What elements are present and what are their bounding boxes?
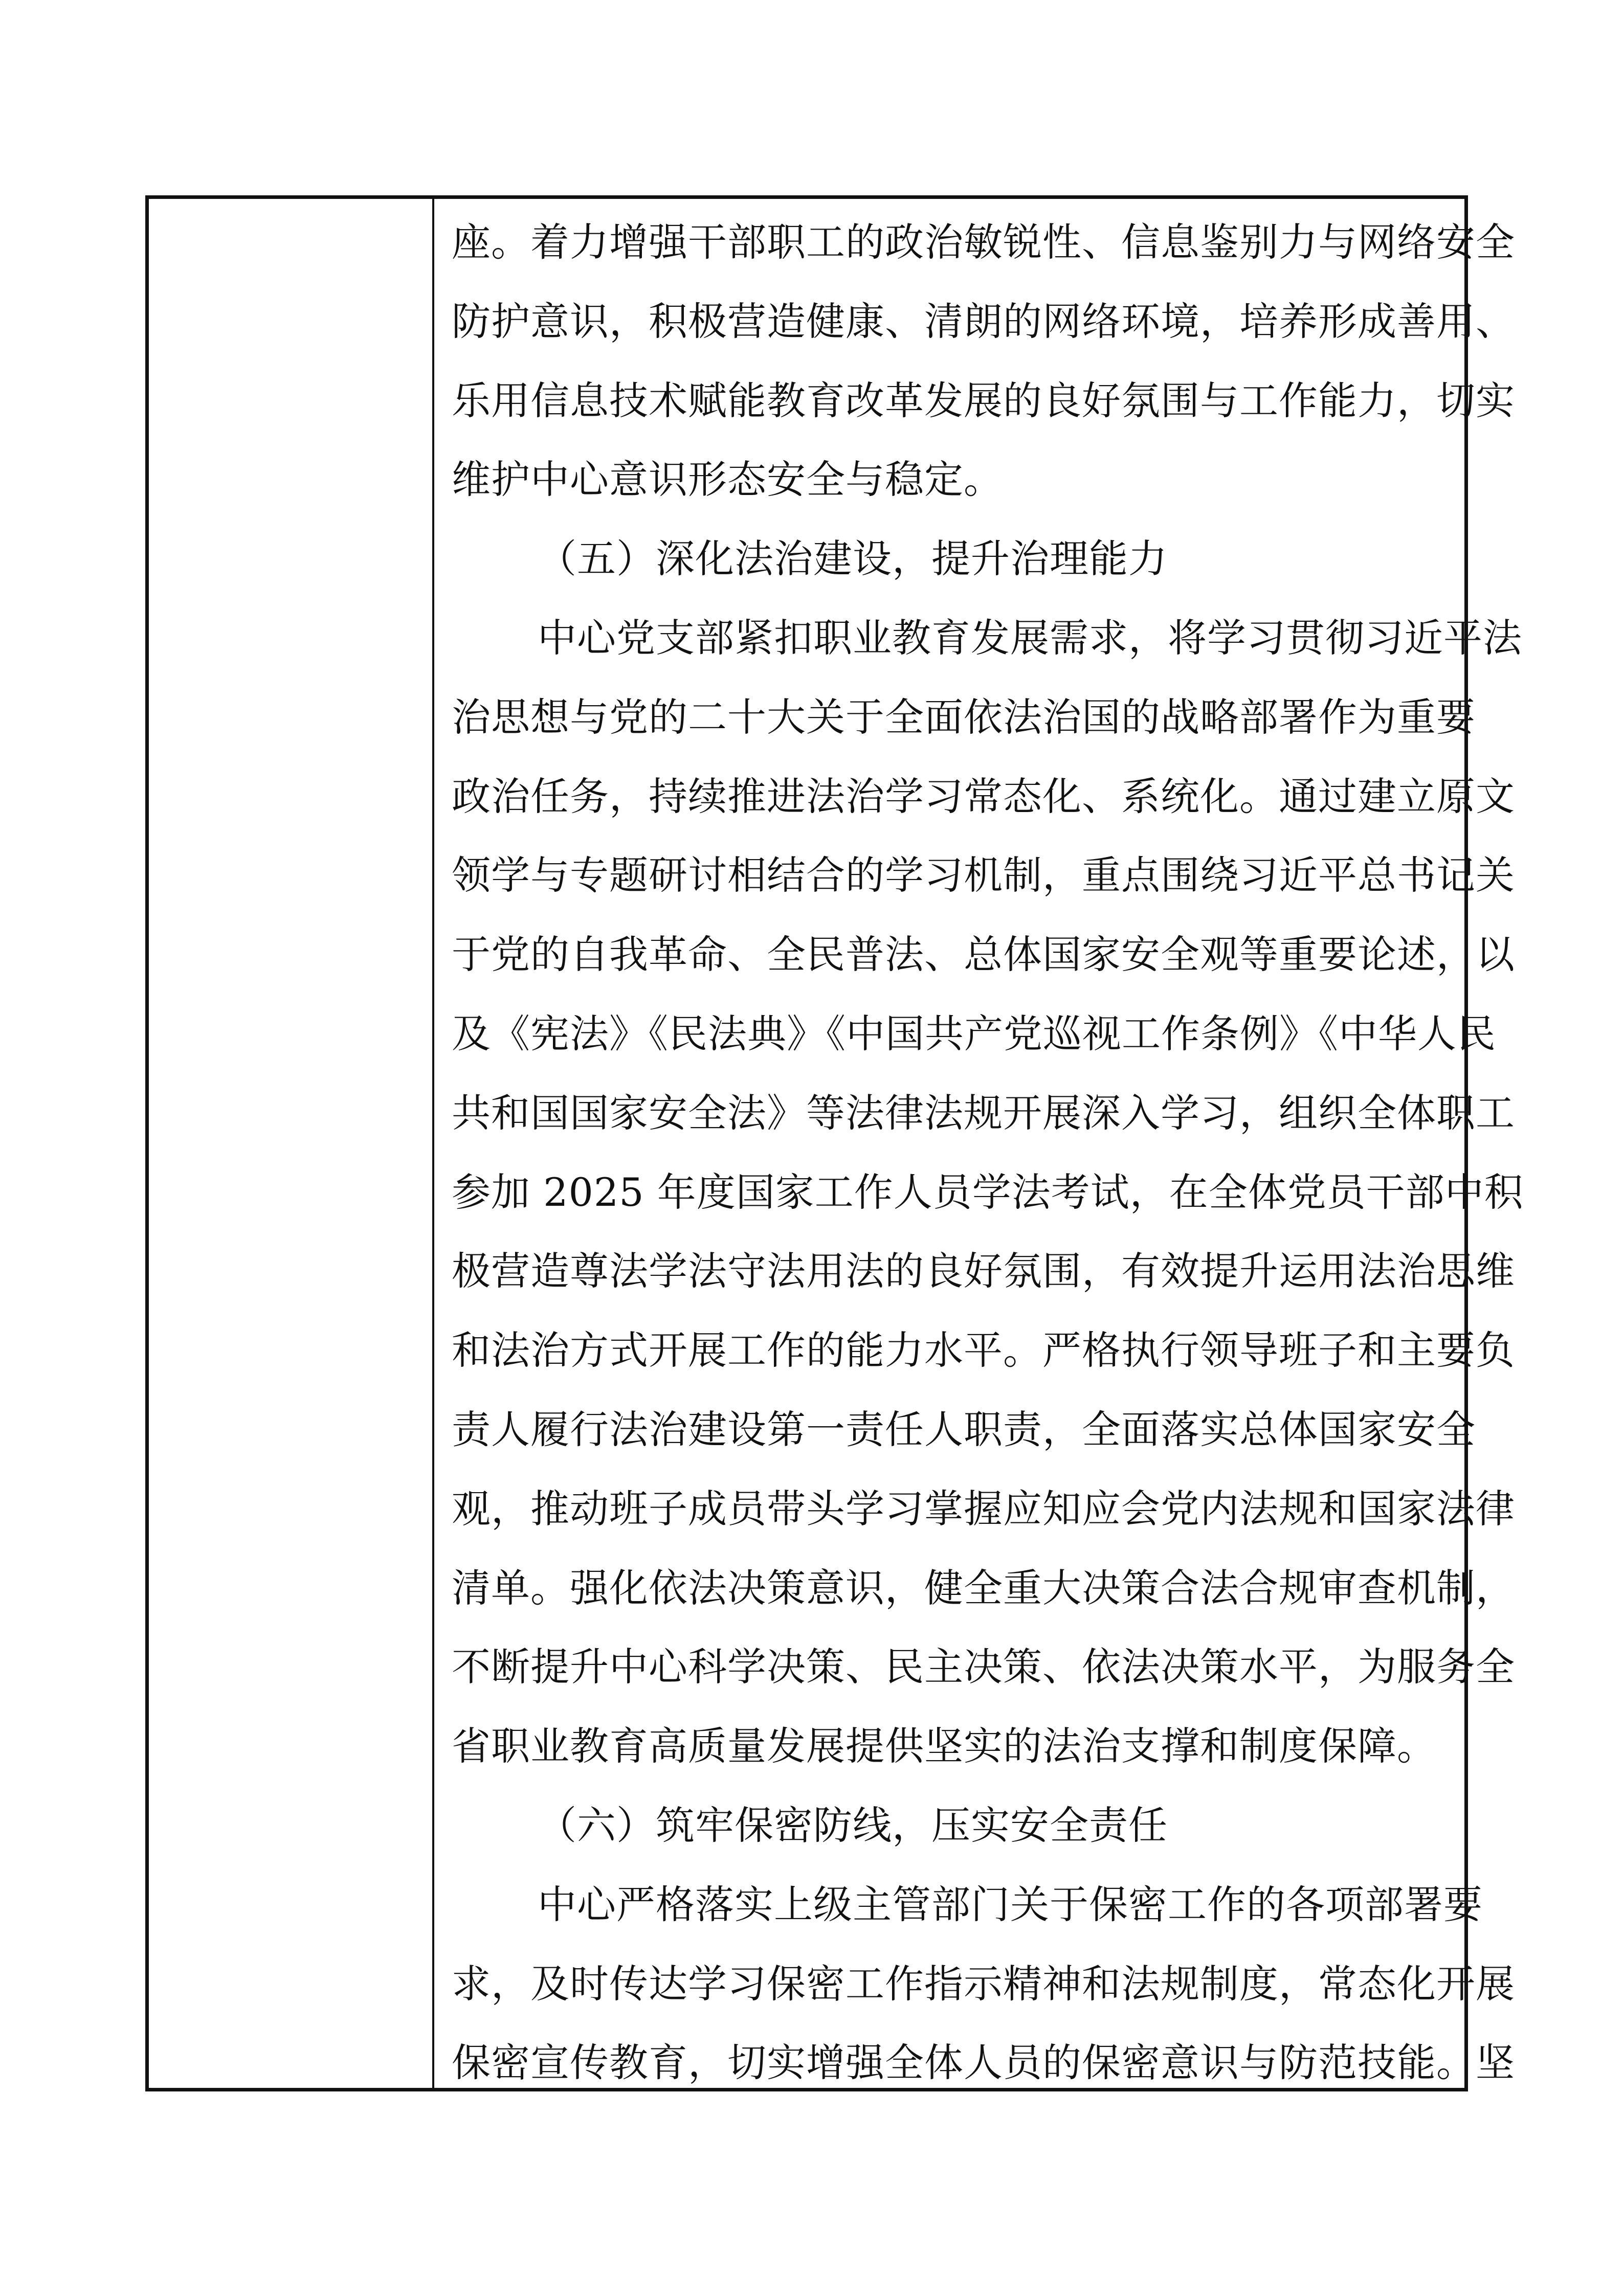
paragraph-line: 维护中心意识形态安全与稳定。 [452, 457, 1003, 502]
paragraph-line: 省职业教育高质量发展提供坚实的法治支撑和制度保障。 [452, 1723, 1436, 1769]
paragraph-line: 共和国国家安全法》等法律法规开展深入学习，组织全体职工 [452, 1090, 1515, 1136]
paragraph-line: 于党的自我革命、全民普法、总体国家安全观等重要论述，以 [452, 932, 1515, 977]
paragraph-line: 参加 2025 年度国家工作人员学法考试，在全体党员干部中积 [452, 1169, 1524, 1215]
paragraph-line: 清单。强化依法决策意识，健全重大决策合法合规审查机制， [452, 1565, 1515, 1611]
paragraph-line: 不断提升中心科学决策、民主决策、依法决策水平，为服务全 [452, 1644, 1515, 1690]
paragraph-line: 治思想与党的二十大关于全面依法治国的战略部署作为重要 [452, 694, 1476, 740]
paragraph-line-indented: （五）深化法治建设，提升治理能力 [538, 536, 1168, 581]
paragraph-line: 和法治方式开展工作的能力水平。严格执行领导班子和主要负 [452, 1327, 1515, 1373]
paragraph-line: 乐用信息技术赋能教育改革发展的良好氛围与工作能力，切实 [452, 378, 1515, 423]
paragraph-line: 求，及时传达学习保密工作指示精神和法规制度，常态化开展 [452, 1961, 1515, 2007]
paragraph-line: 及《宪法》《民法典》《中国共产党巡视工作条例》《中华人民 [452, 1011, 1496, 1056]
paragraph-line-indented: 中心严格落实上级主管部门关于保密工作的各项部署要 [538, 1882, 1483, 1927]
paragraph-line: 防护意识，积极营造健康、清朗的网络环境，培养形成善用、 [452, 299, 1515, 344]
table-left-cell [149, 199, 434, 2088]
paragraph-line: 责人履行法治建设第一责任人职责，全面落实总体国家安全 [452, 1407, 1476, 1452]
paragraph-line: 政治任务，持续推进法治学习常态化、系统化。通过建立原文 [452, 774, 1515, 819]
paragraph-line-indented: （六）筑牢保密防线，压实安全责任 [538, 1803, 1168, 1848]
table-content-cell [434, 199, 1524, 2088]
paragraph-line: 观，推动班子成员带头学习掌握应知应会党内法规和国家法律 [452, 1486, 1515, 1532]
report-table [145, 195, 1524, 2091]
paragraph-line: 极营造尊法学法守法用法的良好氛围，有效提升运用法治思维 [452, 1248, 1515, 1294]
paragraph-line: 保密宣传教育，切实增强全体人员的保密意识与防范技能。坚 [452, 2040, 1515, 2085]
paragraph-line: 座。着力增强干部职工的政治敏锐性、信息鉴别力与网络安全 [452, 219, 1515, 265]
paragraph-line-indented: 中心党支部紧扣职业教育发展需求，将学习贯彻习近平法 [538, 615, 1522, 661]
paragraph-line: 领学与专题研讨相结合的学习机制，重点围绕习近平总书记关 [452, 852, 1515, 898]
